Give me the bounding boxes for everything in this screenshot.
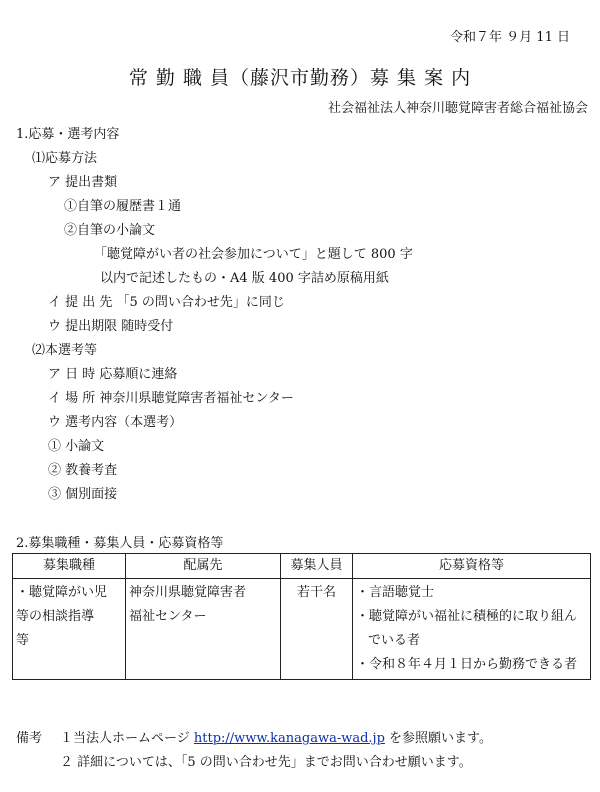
job-line: 等の相談指導 — [16, 609, 95, 624]
notes-label: 備考 — [16, 731, 43, 746]
header-job-type: 募集職種 — [13, 554, 126, 579]
header-qualifications: 応募資格等 — [353, 554, 591, 579]
essay-desc-line1: 「聴覚障がい者の社会参加について」と題して 800 字 — [94, 247, 413, 262]
job-line: ・聴覚障がい児 — [16, 585, 108, 600]
resume-doc: ①自筆の履歴書１通 — [64, 199, 182, 214]
selection-heading: ⑵本選考等 — [32, 343, 98, 358]
submission-destination: イ 提 出 先 「5 の問い合わせ先」に同じ — [48, 295, 285, 310]
document-date: 令和７年 ９月 11 日 — [450, 30, 570, 45]
page-title: 常 勤 職 員（藤沢市勤務）募 集 案 内 — [128, 67, 472, 89]
recruitment-table — [12, 553, 591, 680]
essay-doc: ②自筆の小論文 — [64, 223, 156, 238]
header-department: 配属先 — [126, 554, 281, 579]
organization-name: 社会福祉法人神奈川聴覚障害者総合福祉協会 — [327, 101, 588, 116]
selection-date: ア 日 時 応募順に連絡 — [48, 367, 178, 382]
documents-item: ア 提出書類 — [48, 175, 118, 190]
section1-heading: 1.応募・選考内容 — [16, 127, 120, 142]
dept-line: 神奈川県聴覚障害者 — [129, 585, 247, 600]
selection-content: ウ 選考内容（本選考） — [48, 415, 183, 430]
job-line: 等 — [16, 633, 30, 648]
selection-place: イ 場 所 神奈川県聴覚障害者福祉センター — [48, 391, 294, 406]
table-row — [13, 579, 591, 680]
essay-desc-line2: 以内で記述したもの・A4 版 400 字詰め原稿用紙 — [100, 271, 389, 286]
note-1 — [60, 731, 492, 747]
department-cell — [126, 579, 281, 680]
dept-line: 福祉センター — [129, 609, 207, 624]
header-headcount: 募集人員 — [281, 554, 353, 579]
homepage-link[interactable]: http://www.kanagawa-wad.jp — [193, 731, 385, 746]
application-method-heading: ⑴応募方法 — [32, 151, 98, 166]
note-1-suffix: を参照願います。 — [384, 731, 493, 746]
qualification-item: ・令和８年４月１日から勤務できる者 — [356, 657, 578, 672]
table-header-row — [13, 554, 591, 579]
submission-deadline: ウ 提出期限 随時受付 — [48, 319, 174, 334]
qualification-item: ・聴覚障がい福祉に積極的に取り組んでいる者 — [356, 609, 578, 648]
qualifications-cell — [353, 579, 591, 680]
selection-essay: ① 小論文 — [48, 439, 105, 454]
section2-heading: 2.募集職種・募集人員・応募資格等 — [16, 536, 224, 551]
headcount-cell: 若干名 — [281, 579, 353, 680]
job-type-cell — [13, 579, 126, 680]
selection-exam: ② 教養考査 — [48, 463, 118, 478]
qualification-item: ・言語聴覚士 — [356, 585, 435, 600]
note-2: ２ 詳細については、「5 の問い合わせ先」までお問い合わせ願います。 — [60, 755, 472, 770]
selection-interview: ③ 個別面接 — [48, 487, 118, 502]
note-1-prefix: １当法人ホームページ — [60, 731, 194, 746]
